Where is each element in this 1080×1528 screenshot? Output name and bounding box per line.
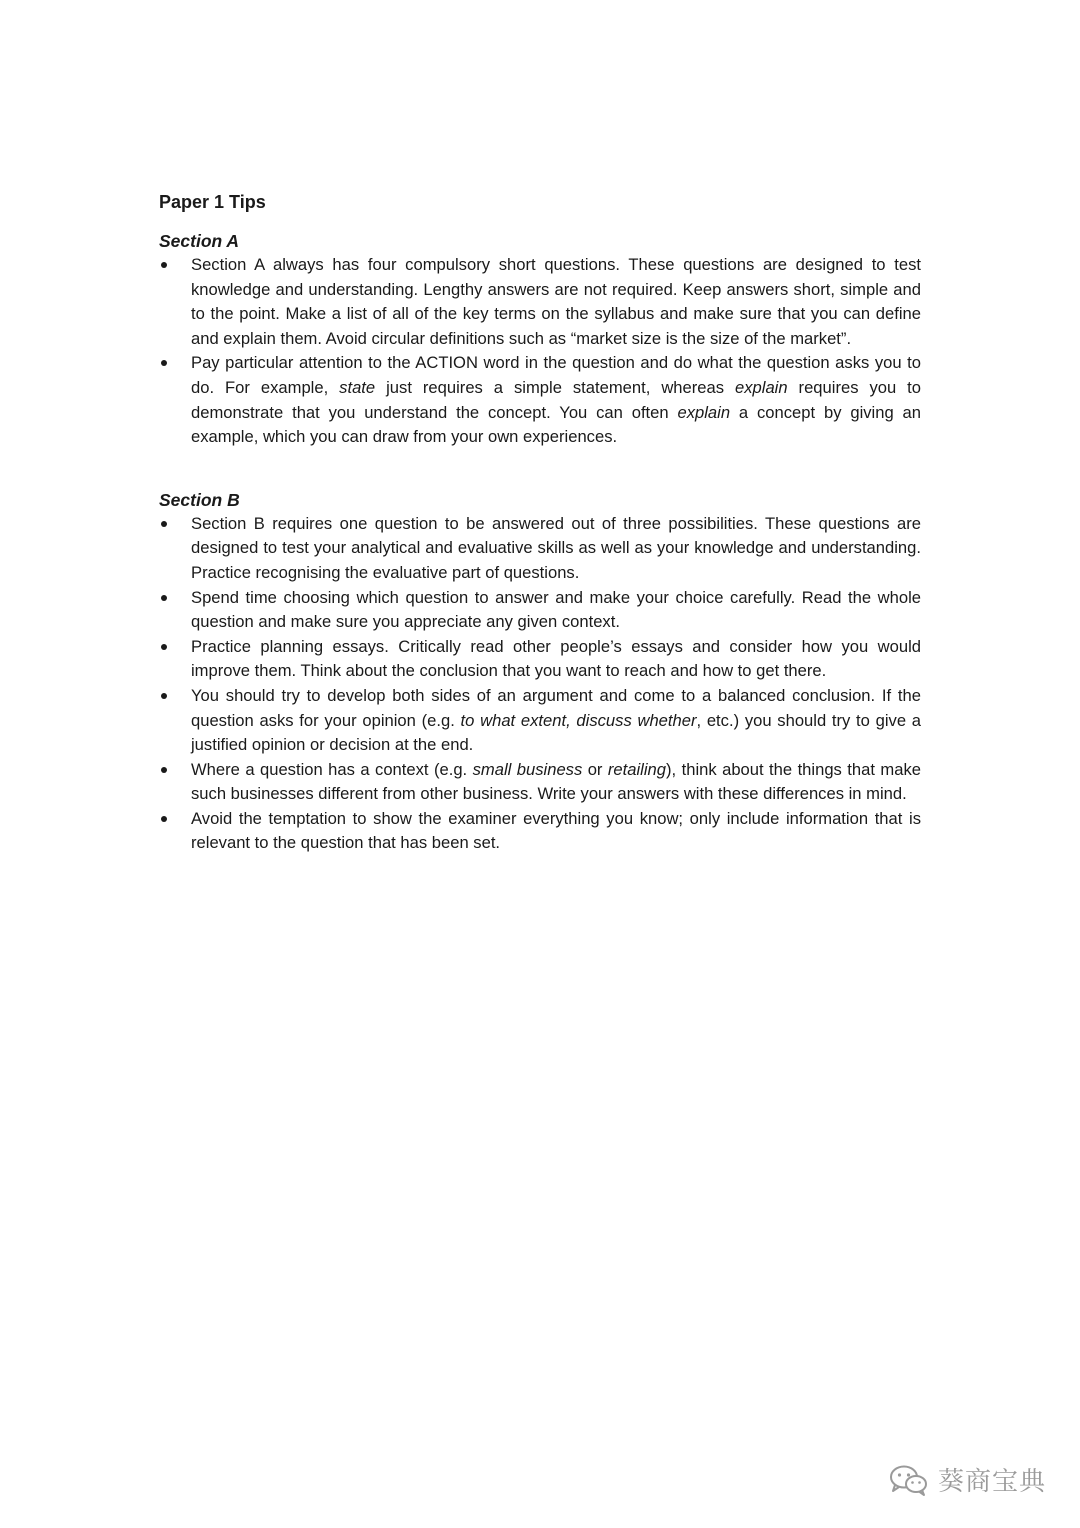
italic-term: retailing (607, 759, 667, 779)
bullet-item (159, 351, 921, 449)
bullet-text: Pay particular attention to the ACTION word in the question and do what the question asks you to do. For example, (191, 353, 921, 397)
bullet-text: just requires a simple statement, whereas (375, 377, 735, 397)
document-page (159, 188, 921, 856)
bullet-item (159, 512, 921, 586)
wechat-icon (888, 1463, 930, 1497)
italic-term: explain (677, 402, 731, 422)
bullet-text: or (582, 759, 608, 779)
italic-term: to what extent, discuss whether (460, 710, 697, 730)
bullet-text: ), think about the things that make such businesses different from other business. Write your answers with these differences in mind. (191, 759, 921, 804)
bullet-item (159, 758, 921, 807)
bullet-item (159, 684, 921, 758)
bullet-text: You should try to develop both sides of an argument and come to a balanced conclusion. If the question asks for your opinion (e.g. (191, 685, 921, 730)
bullet-item (159, 807, 921, 856)
bullet-text: requires you to demonstrate that you understand the concept. You can often (191, 377, 922, 422)
bullet-text: Spend time choosing which question to answer and make your choice carefully. Read the whole question and make sure you appreciate any given context. (191, 587, 921, 632)
bullet-text: , etc.) you should try to give a justified opinion or decision at the end. (191, 710, 922, 755)
section-a-heading: Section A (159, 231, 240, 251)
section-b-heading: Section B (159, 489, 240, 510)
page-title: Paper 1 Tips (159, 192, 266, 212)
section-a-list (159, 253, 921, 450)
bullet-item (159, 586, 921, 635)
section-b-list (159, 512, 921, 856)
bullet-item (159, 253, 921, 351)
italic-term: small business (472, 759, 583, 779)
bullet-item (159, 635, 921, 684)
bullet-text: Practice planning essays. Critically read other people’s essays and consider how you would improve them. Think about the conclusion that you want to reach and how to get there. (191, 636, 921, 681)
watermark-text: 葵商宝典 (937, 1467, 1046, 1497)
italic-term: explain (735, 377, 788, 397)
italic-term: state (339, 377, 376, 397)
bullet-text: a concept by giving an example, which you can draw from your own experiences. (191, 402, 921, 447)
watermark (888, 1461, 1046, 1498)
bullet-text: Avoid the temptation to show the examiner everything you know; only include information that is relevant to the question that has been set. (191, 808, 921, 853)
bullet-text: Section B requires one question to be answered out of three possibilities. These questions are designed to test your analytical and evaluative skills as well as your knowledge and understanding. Practice recognising the evaluative part of questions. (191, 513, 921, 582)
bullet-text: Section A always has four compulsory short questions. These questions are designed to test knowledge and understanding. Lengthy answers are not required. Keep answers short, simple and to the point. Make a list of all of the key terms on the syllabus and make sure that you can define and explain them. Avoid circular definitions such as “market size is the size of the market”. (191, 255, 921, 348)
bullet-text: Where a question has a context (e.g. (191, 759, 473, 779)
